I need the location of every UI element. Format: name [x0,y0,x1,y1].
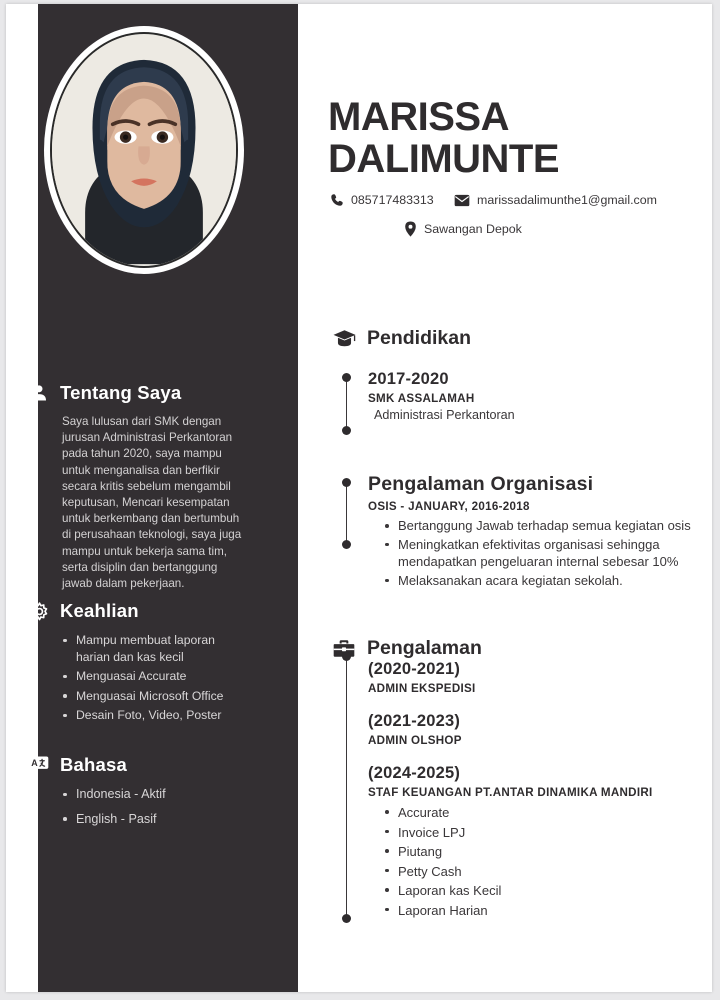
organization-title: Pengalaman Organisasi [368,473,594,495]
timeline-dot [342,540,351,549]
organization-duties [368,517,708,589]
experience-header [332,636,482,660]
organization-timeline [342,478,351,552]
list-item: Piutang [398,842,712,862]
job-date: (2021-2023) [368,712,461,730]
map-pin-icon [404,221,417,237]
languages-header [28,754,252,776]
timeline-dot [342,914,351,923]
graduation-cap-icon [332,326,356,350]
education-entry [368,369,698,422]
education-school: SMK ASSALAMAH [368,392,475,405]
job-role: ADMIN EKSPEDISI [368,682,476,695]
resume-card [6,4,712,992]
education-timeline [342,373,351,439]
job-date: (2024-2025) [368,764,461,782]
education-title: Pendidikan [367,326,472,349]
skills-list [28,632,252,724]
list-item: Laporan kas Kecil [398,881,712,901]
list-item: Indonesia - Aktif [76,786,252,803]
portrait-image [52,34,236,266]
about-text: Saya lulusan dari SMK dengan jurusan Administrasi Perkantoran pada tahun 2020, saya mampu untuk menganalisa dan berfikir secara kritis sebelum mengambil keputusan, Mencari kesempatan untuk berkembang dan bertumbuh di perusahaan teknologi, saya juga mampu untuk bekerja sama tim, serta disiplin dan bertanggung jawab dalam pekerjaan. [62,415,242,591]
main-column [306,4,712,992]
gear-icon [28,600,50,622]
experience-timeline [342,652,351,927]
skills-header [28,600,252,622]
section-skills [28,600,252,727]
organization-role: OSIS - JANUARY, 2016-2018 [368,500,530,513]
education-major: Administrasi Perkantoran [374,408,515,422]
organization-entry [368,472,708,590]
experience-duties [368,803,712,920]
section-about [28,382,252,592]
list-item: Petty Cash [398,862,712,882]
name-first: MARISSA [328,95,509,139]
profile-photo [44,26,244,274]
list-item: Bertanggung Jawab terhadap semua kegiatan osis [398,517,708,535]
list-item: Desain Foto, Video, Poster [76,707,252,724]
list-item: Invoice LPJ [398,823,712,843]
experience-job [368,711,698,747]
job-role: STAF KEUANGAN PT.ANTAR DINAMIKA MANDIRI [368,786,653,799]
job-role: ADMIN OLSHOP [368,734,462,747]
svg-text:A: A [31,758,38,769]
list-item: English - Pasif [76,811,252,828]
timeline-line [346,656,348,922]
experience-job [368,659,698,695]
about-header [28,382,252,404]
location-text: Sawangan Depok [424,222,522,236]
timeline-dot [342,426,351,435]
list-item: Melaksanakan acara kegiatan sekolah. [398,572,708,590]
email-text: marissadalimunthe1@gmail.com [477,193,657,207]
contact-email[interactable] [454,193,657,207]
about-title: Tentang Saya [60,382,182,403]
name-last: DALIMUNTE [328,137,560,181]
timeline-line [346,482,348,548]
contact-phone[interactable] [330,193,434,207]
contact-location [404,221,522,237]
list-item: Meningkatkan efektivitas organisasi sehingga mendapatkan pengeluaran internal sebesar 10% [398,536,708,571]
skills-title: Keahlian [60,600,139,621]
timeline-dot [342,652,351,661]
phone-icon [330,193,344,207]
languages-list [28,786,252,827]
envelope-icon [454,194,470,207]
person-icon [28,382,50,404]
experience-title: Pengalaman [367,636,482,659]
translate-icon [28,754,50,776]
profile-photo-frame [50,32,238,268]
list-item: Menguasai Accurate [76,668,252,685]
page-title [328,96,712,180]
phone-text: 085717483313 [351,193,434,207]
education-date: 2017-2020 [368,370,449,388]
section-languages [28,754,252,835]
timeline-dot [342,373,351,382]
timeline-dot [342,478,351,487]
education-header [332,326,471,350]
list-item: Menguasai Microsoft Office [76,688,252,705]
list-item: Laporan Harian [398,901,712,921]
experience-job [368,763,712,920]
list-item: Accurate [398,803,712,823]
list-item: Mampu membuat laporan harian dan kas kecil [76,632,252,665]
job-date: (2020-2021) [368,660,461,678]
languages-title: Bahasa [60,754,128,775]
